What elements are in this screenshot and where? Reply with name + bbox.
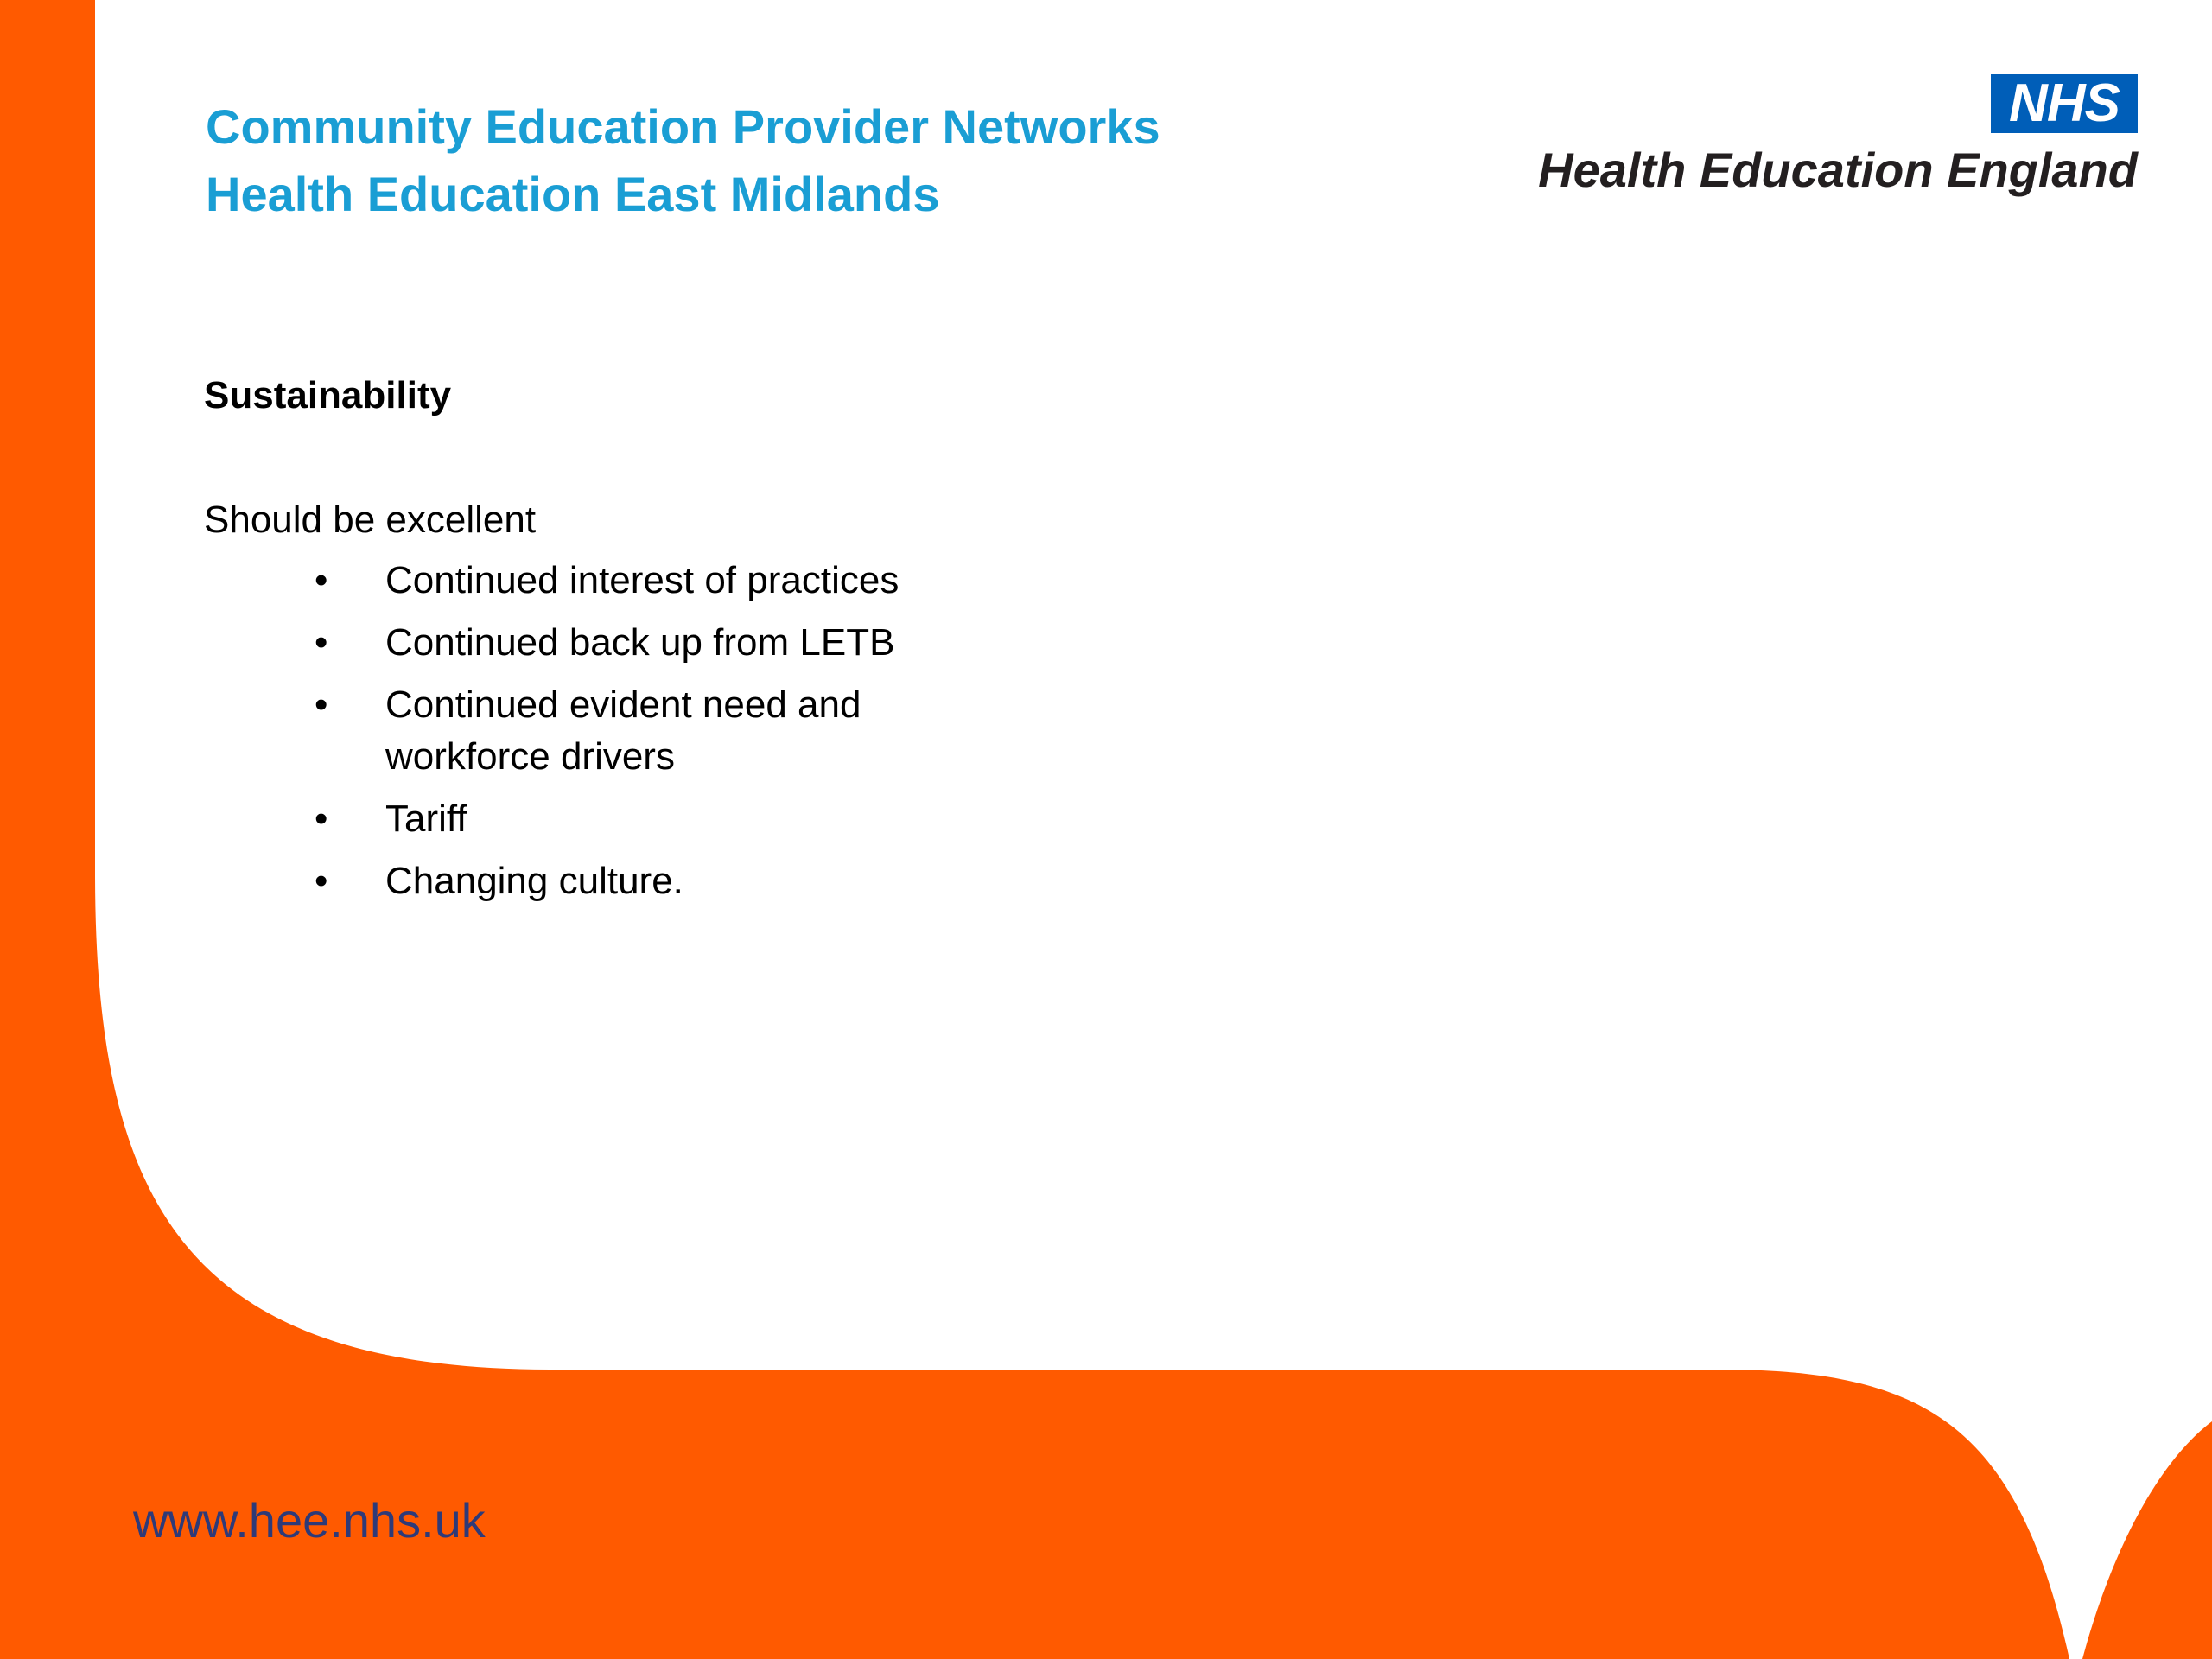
bullet-icon: • bbox=[315, 798, 328, 840]
title-line-2: Health Education East Midlands bbox=[206, 167, 940, 221]
bullet-text: Tariff bbox=[385, 798, 467, 840]
list-item bbox=[204, 855, 982, 907]
footer-url: www.hee.nhs.uk bbox=[133, 1493, 486, 1548]
bullet-text: Continued evident need and workforce drivers bbox=[385, 683, 861, 778]
slide-title bbox=[206, 93, 1160, 228]
bullet-icon: • bbox=[315, 860, 328, 902]
bullet-icon: • bbox=[315, 621, 328, 664]
bullet-icon: • bbox=[315, 683, 328, 726]
title-line-1: Community Education Provider Networks bbox=[206, 99, 1160, 154]
hee-logo bbox=[1516, 74, 2138, 204]
bullet-text: Continued back up from LETB bbox=[385, 621, 895, 664]
bullet-list bbox=[204, 555, 982, 918]
section-heading: Sustainability bbox=[204, 374, 452, 416]
bullet-text: Continued interest of practices bbox=[385, 559, 899, 601]
bullet-icon: • bbox=[315, 559, 328, 601]
list-item bbox=[204, 617, 982, 669]
list-item bbox=[204, 555, 982, 607]
list-item bbox=[204, 793, 982, 845]
hee-logo-text: Health Education England bbox=[1538, 143, 2138, 197]
nhs-logo-badge: NHS bbox=[1991, 74, 2138, 133]
list-item bbox=[204, 679, 982, 783]
intro-text: Should be excellent bbox=[204, 499, 537, 541]
bullet-text: Changing culture. bbox=[385, 860, 683, 902]
